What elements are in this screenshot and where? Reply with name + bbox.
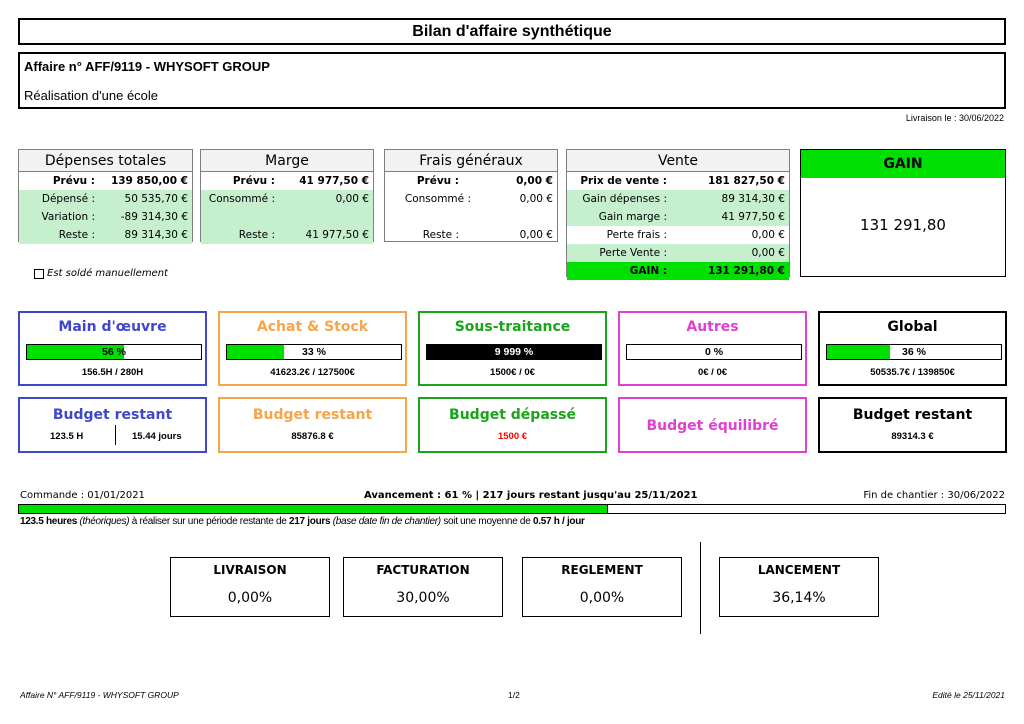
status-title: REGLEMENT (561, 563, 643, 577)
budget-hours: 123.5 H (50, 431, 84, 442)
card-percent: 33 % (302, 346, 326, 358)
summary-text1: à réaliser sur une période restante de (131, 516, 287, 527)
row-value: 0,00 € (519, 193, 553, 205)
row-value: 181 827,50 € (707, 175, 785, 187)
row-value: 50 535,70 € (124, 193, 188, 205)
affair-box (18, 52, 1006, 109)
separator (700, 542, 701, 634)
summary-hours: 123.5 heures (20, 516, 77, 527)
status-livraison (170, 557, 330, 617)
row-value: 0,00 € (751, 229, 785, 241)
depenses-header: Dépenses totales (19, 150, 192, 172)
row-label: Reste : (58, 229, 95, 241)
end-date: Fin de chantier : 30/06/2022 (863, 490, 1005, 501)
table-row (385, 208, 557, 226)
card-percent: 56 % (102, 346, 126, 358)
row-label: Prévu : (52, 175, 95, 187)
card-amounts: 41623.2€ / 127500€ (270, 367, 355, 378)
table-row (19, 172, 192, 190)
budget-card-sous-traitance (418, 397, 607, 453)
status-reglement (522, 557, 682, 617)
card-title: Global (887, 319, 938, 335)
card-title: Achat & Stock (256, 319, 369, 335)
status-value: 0,00% (227, 590, 273, 606)
card-progress-bar (626, 344, 802, 360)
solde-label: Est soldé manuellement (47, 268, 168, 279)
status-title: FACTURATION (376, 563, 470, 577)
row-value: 0,00 € (516, 175, 553, 187)
row-value: 41 977,50 € (721, 211, 785, 223)
row-label: Variation : (41, 211, 95, 223)
row-value: 89 314,30 € (721, 193, 785, 205)
budget-card-autres (618, 397, 807, 453)
budget-title: Budget équilibré (646, 418, 779, 434)
budget-card-global (818, 397, 1007, 453)
row-value: 0,00 € (519, 229, 553, 241)
progress-bar (18, 504, 1006, 514)
gain-box (800, 149, 1006, 277)
affair-number: Affaire n° AFF/9119 - WHYSOFT GROUP (24, 59, 270, 74)
table-row (567, 172, 789, 190)
card-amounts: 0€ / 0€ (697, 367, 728, 378)
progress-card-sous-traitance (418, 311, 607, 386)
frais-table (384, 149, 558, 242)
table-row (201, 226, 373, 244)
row-value: 131 291,80 € (707, 265, 785, 277)
row-value (279, 208, 373, 226)
card-progress-bar (426, 344, 602, 360)
budget-title: Budget restant (852, 407, 973, 423)
table-row (19, 208, 192, 226)
gain-value: 131 291,80 (860, 216, 946, 234)
row-value: 0,00 € (335, 193, 369, 205)
footer-affair: Affaire N° AFF/9119 - WHYSOFT GROUP (20, 690, 179, 700)
frais-header: Frais généraux (385, 150, 557, 172)
hours-summary (20, 516, 585, 527)
row-label: Consommé : (404, 193, 471, 205)
affair-description: Réalisation d'une école (24, 88, 159, 103)
row-label: Prix de vente : (580, 175, 667, 187)
vente-table (566, 149, 790, 277)
row-label: Prévu : (416, 175, 459, 187)
table-row (201, 208, 373, 226)
budget-divider (115, 425, 116, 445)
card-title: Sous-traitance (454, 319, 571, 335)
row-value: -89 314,30 € (120, 211, 188, 223)
card-progress-bar (26, 344, 202, 360)
table-row (567, 244, 789, 262)
row-label: Prévu : (232, 175, 275, 187)
status-lancement (719, 557, 879, 617)
solde-checkbox-row (34, 268, 168, 279)
card-amounts: 156.5H / 280H (81, 367, 144, 378)
row-label: Reste : (422, 229, 459, 241)
summary-text2: soit une moyenne de (443, 516, 531, 527)
budget-amount: 1500 € (497, 431, 528, 442)
table-row (567, 226, 789, 244)
row-label: Perte frais : (606, 229, 667, 241)
table-row (19, 226, 192, 244)
progress-card-global (818, 311, 1007, 386)
vente-header: Vente (567, 150, 789, 172)
card-progress-bar (226, 344, 402, 360)
status-value: 0,00% (579, 590, 625, 606)
card-progress-bar (826, 344, 1002, 360)
summary-theo: (théoriques) (79, 516, 130, 527)
summary-average: 0.57 h / jour (532, 516, 585, 527)
progress-label: Avancement : 61 % | 217 jours restant jusqu'au 25/11/2021 (364, 490, 698, 501)
summary-days: 217 jours (289, 516, 331, 527)
delivery-date: Livraison le : 30/06/2022 (905, 113, 1004, 123)
status-value: 36,14% (772, 590, 826, 606)
card-title: Autres (686, 319, 739, 335)
order-date: Commande : 01/01/2021 (20, 490, 145, 501)
budget-title: Budget restant (252, 407, 373, 423)
summary-basis: (base date fin de chantier) (332, 516, 441, 527)
row-label: Gain marge : (598, 211, 667, 223)
solde-checkbox[interactable] (34, 269, 44, 279)
marge-table (200, 149, 374, 242)
marge-header: Marge (201, 150, 373, 172)
row-value (463, 208, 557, 226)
budget-card-achat (218, 397, 407, 453)
progress-card-achat (218, 311, 407, 386)
row-label (201, 208, 279, 226)
card-amounts: 50535.7€ / 139850€ (870, 367, 955, 378)
row-value: 41 977,50 € (299, 175, 369, 187)
progress-card-main-oeuvre (18, 311, 207, 386)
row-value: 139 850,00 € (110, 175, 188, 187)
footer-page: 1/2 (508, 690, 520, 700)
table-row (201, 190, 373, 208)
depenses-table (18, 149, 193, 242)
card-percent: 9 999 % (494, 346, 534, 358)
status-value: 30,00% (396, 590, 450, 606)
row-label: GAIN : (629, 265, 667, 277)
row-value: 41 977,50 € (305, 229, 369, 241)
row-label: Reste : (238, 229, 275, 241)
row-value: 0,00 € (751, 247, 785, 259)
table-row (385, 190, 557, 208)
status-title: LANCEMENT (757, 563, 841, 577)
table-row (567, 208, 789, 226)
card-amounts: 1500€ / 0€ (490, 367, 535, 378)
row-label: Consommé : (208, 193, 275, 205)
table-row (201, 172, 373, 190)
table-row (19, 190, 192, 208)
table-row (567, 190, 789, 208)
row-label: Gain dépenses : (582, 193, 667, 205)
card-title: Main d'œuvre (58, 319, 167, 335)
card-percent: 36 % (902, 346, 926, 358)
budget-title: Budget dépassé (449, 407, 576, 423)
progress-card-autres (618, 311, 807, 386)
budget-card-main-oeuvre (18, 397, 207, 453)
footer-edit-date: Edité le 25/11/2021 (932, 690, 1005, 700)
page-title: Bilan d'affaire synthétique (18, 18, 1006, 45)
budget-title: Budget restant (52, 407, 173, 423)
row-label: Perte Vente : (599, 247, 667, 259)
status-title: LIVRAISON (213, 563, 287, 577)
table-row (385, 226, 557, 244)
table-row (567, 262, 789, 280)
row-value: 89 314,30 € (124, 229, 188, 241)
progress-bar-fill (19, 505, 608, 513)
status-facturation (343, 557, 503, 617)
budget-days: 15.44 jours (132, 431, 182, 442)
budget-amount: 89314.3 € (891, 431, 934, 442)
card-percent: 0 % (704, 346, 724, 358)
gain-header: GAIN (801, 150, 1005, 178)
table-row (385, 172, 557, 190)
row-label: Dépensé : (41, 193, 95, 205)
row-label (385, 208, 463, 226)
budget-amount: 85876.8 € (291, 431, 334, 442)
